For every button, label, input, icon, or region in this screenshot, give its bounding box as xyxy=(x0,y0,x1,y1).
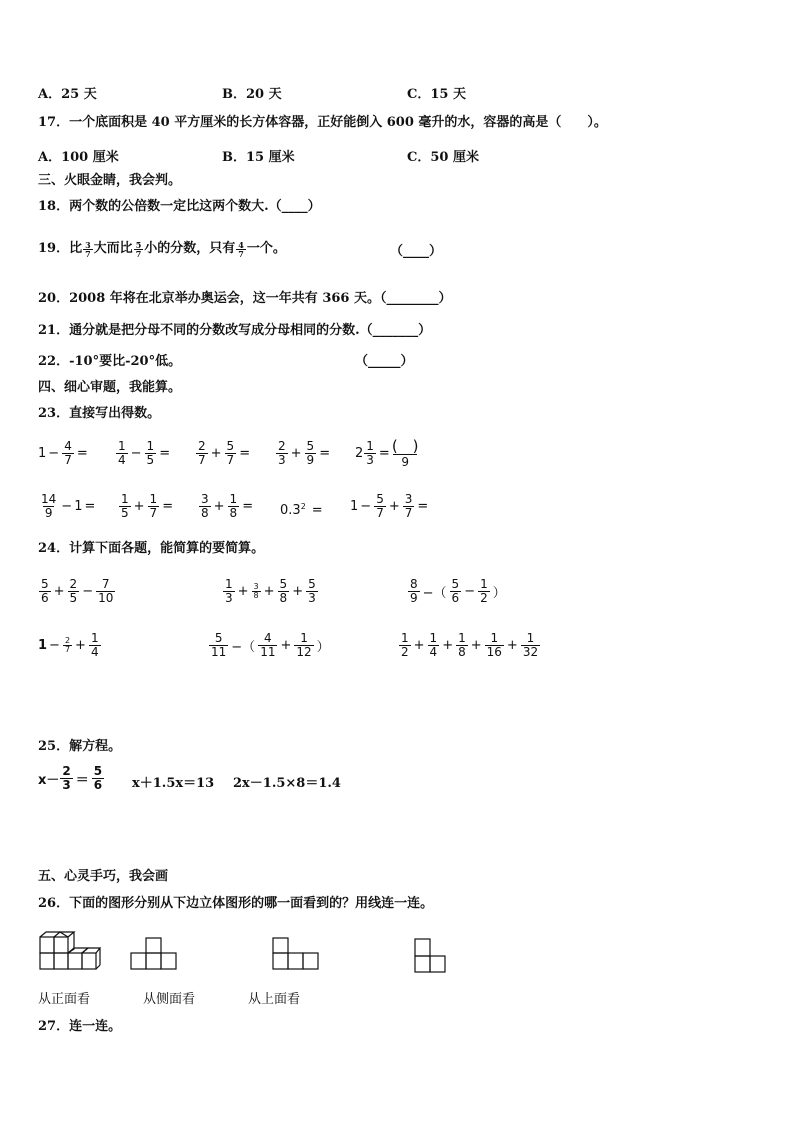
q17-option-c: C．50 厘米 xyxy=(407,150,479,165)
q19-question xyxy=(38,240,286,258)
q19-fraction-1: $\frac{3}{7}$ xyxy=(85,239,91,259)
view-label-top: 从上面看 xyxy=(248,992,301,1007)
solid-figure-icon xyxy=(38,929,102,971)
q24-expr-d: 1 − $\frac{2}{7}$ + $\frac{1}{4}$ xyxy=(38,631,99,659)
q19-answer-blank[interactable]: （____） xyxy=(390,244,443,259)
view-label-side: 从侧面看 xyxy=(143,992,196,1007)
q16-option-c: C．15 天 xyxy=(407,87,466,102)
q17-option-a: A．100 厘米 xyxy=(38,150,119,165)
q27-title: 27．连一连。 xyxy=(38,1019,122,1034)
q19-mid2: 小的分数，只有 xyxy=(144,241,236,256)
q24-expr-e: $\frac{5}{11}$ −（ $\frac{4}{11}$ + $\frac{1}{12}$ ） xyxy=(211,631,330,659)
section4-heading: 四、细心审题，我能算。 xyxy=(38,380,182,395)
q25-title: 25．解方程。 xyxy=(38,739,122,754)
q23-expr-2: $\frac{1}{4}$ − $\frac{1}{5}$ = xyxy=(118,439,171,467)
q22-answer-blank[interactable]: （_____） xyxy=(355,354,414,369)
view-label-front: 从正面看 xyxy=(38,992,91,1007)
q23-expr-8: $\frac{3}{8}$ + $\frac{1}{8}$ = xyxy=(201,492,254,520)
view-shape-2-icon xyxy=(272,937,320,971)
q22-question: 22．-10°要比-20°低。 xyxy=(38,354,182,369)
q23-expr-9: 0.3 $^2$ = xyxy=(280,502,323,518)
q19-fraction-2: $\frac{5}{7}$ xyxy=(135,239,142,259)
q19-prefix: 19．比 xyxy=(38,241,83,256)
q24-expr-f: $\frac{1}{2}$ + $\frac{1}{4}$ + $\frac{1}{8}$ + $\frac{1}{16}$ + $\frac{1}{32}$ xyxy=(401,631,539,659)
q21-question: 21．通分就是把分母不同的分数改写成分母相同的分数.（_______） xyxy=(38,323,432,338)
view-shape-3-icon xyxy=(414,938,448,974)
q23-answer-fraction[interactable]: $\frac{( )}{9}$ xyxy=(391,437,419,469)
q23-expr-7: $\frac{1}{5}$ + $\frac{1}{7}$ = xyxy=(121,492,174,520)
section3-heading: 三、火眼金睛，我会判。 xyxy=(38,173,182,188)
q18-question: 18．两个数的公倍数一定比这两个数大.（____） xyxy=(38,199,321,214)
q16-option-a: A．25 天 xyxy=(38,87,97,102)
q25-equation-1: x－ $\frac{2}{3}$ ＝ $\frac{5}{6}$ xyxy=(38,764,103,792)
q19-mid: 大而比 xyxy=(93,241,133,256)
q17-option-b: B．15 厘米 xyxy=(222,150,295,165)
q19-suffix: 一个。 xyxy=(246,241,286,256)
q25-equation-3: 2x－1.5×8＝1.4 xyxy=(233,776,341,791)
q26-title: 26．下面的图形分别从下边立体图形的哪一面看到的？用线连一连。 xyxy=(38,896,434,911)
q24-title: 24．计算下面各题，能简算的要简算。 xyxy=(38,541,265,556)
q23-title: 23．直接写出得数。 xyxy=(38,406,161,421)
section5-heading: 五、心灵手巧，我会画 xyxy=(38,869,169,884)
q23-expr-3: $\frac{2}{7}$ + $\frac{5}{7}$ = xyxy=(198,439,251,467)
view-shape-1-icon xyxy=(130,937,178,971)
q25-equation-2: x＋1.5x＝13 xyxy=(132,776,215,791)
q23-expr-1: 1 − $\frac{4}{7}$ = xyxy=(38,439,88,467)
q20-question: 20．2008 年将在北京举办奥运会，这一年共有 366 天。（________） xyxy=(38,291,452,306)
q24-expr-b: $\frac{1}{3}$ + $\frac{3}{8}$ + $\frac{5}{8}$ + $\frac{5}{3}$ xyxy=(225,577,316,605)
q19-fraction-3: $\frac{4}{7}$ xyxy=(238,239,244,259)
q23-expr-10: 1 − $\frac{5}{7}$ + $\frac{3}{7}$ = xyxy=(350,492,429,520)
q16-option-b: B．20 天 xyxy=(222,87,282,102)
q23-expr-5: 2 $\frac{1}{3}$ = $\frac{( )}{9}$ xyxy=(355,437,419,469)
q23-expr-4: $\frac{2}{3}$ + $\frac{5}{9}$ = xyxy=(278,439,331,467)
q17-question: 17．一个底面积是 40 平方厘米的长方体容器，正好能倒入 600 毫升的水，容器的高是（ ）。 xyxy=(38,115,607,130)
q23-expr-6: $\frac{14}{9}$ − 1 = xyxy=(41,492,96,520)
q24-expr-a: $\frac{5}{6}$ + $\frac{2}{5}$ − $\frac{7}{10}$ xyxy=(41,577,114,605)
q24-expr-c: $\frac{8}{9}$ −（ $\frac{5}{6}$ − $\frac{1}{2}$ ） xyxy=(410,577,506,605)
